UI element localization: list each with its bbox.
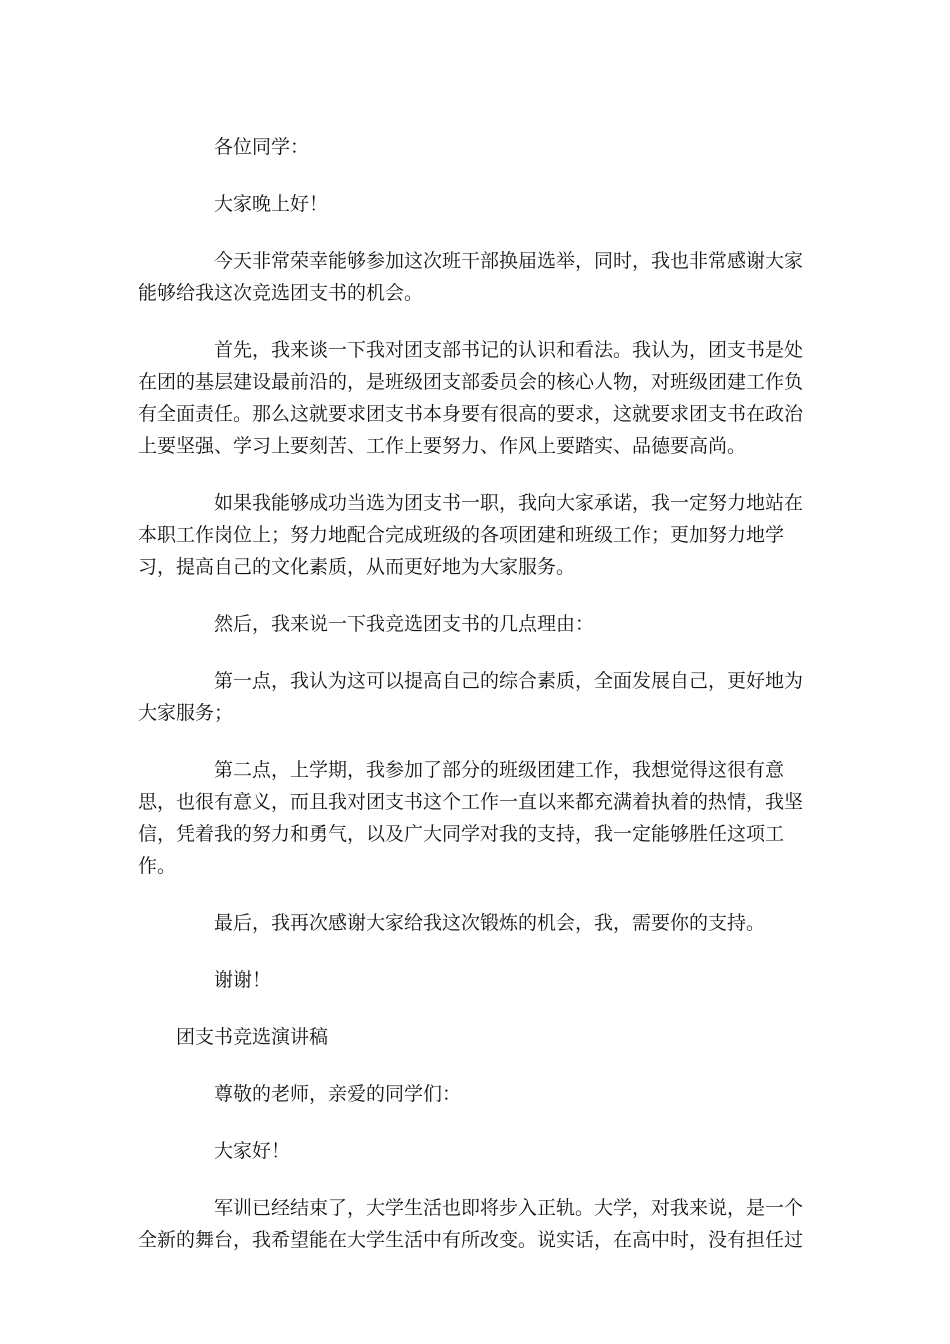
paragraph: 如果我能够成功当选为团支书一职，我向大家承诺，我一定努力地站在本职工作岗位上；努力地配合完成班级的各项团建和班级工作；更加努力地学习，提高自己的文化素质，从而更好地为大家服务。 — [138, 492, 804, 578]
paragraph: 首先，我来谈一下我对团支部书记的认识和看法。我认为，团支书是处在团的基层建设最前沿的，是班级团支部委员会的核心人物，对班级团建工作负有全面责任。那么这就要求团支书本身要有很高的要求，这就要求团支书在政治上要坚强、学习上要刻苦、工作上要努力、作风上要踏实、品德要高尚。 — [138, 339, 804, 457]
salutation: 各位同学： — [214, 136, 310, 158]
paragraph: 最后，我再次感谢大家给我这次锻炼的机会，我，需要你的支持。 — [214, 912, 766, 934]
paragraph: 今天非常荣幸能够参加这次班干部换届选举，同时，我也非常感谢大家能够给我这次竞选团支书的机会。 — [138, 250, 804, 304]
paragraph: 第二点，上学期，我参加了部分的班级团建工作，我想觉得这很有意思，也很有意义，而且我对团支书这个工作一直以来都充满着执着的热情，我坚信，凭着我的努力和勇气，以及广大同学对我的支持，我一定能够胜任这项工作。 — [138, 759, 804, 877]
document-body — [138, 131, 820, 1281]
greeting: 大家好！ — [214, 1140, 291, 1162]
section-title: 团支书竞选演讲稿 — [176, 1026, 329, 1048]
closing: 谢谢！ — [214, 969, 272, 991]
paragraph: 然后，我来说一下我竞选团支书的几点理由： — [214, 613, 595, 635]
greeting: 大家晚上好！ — [214, 193, 329, 215]
salutation: 尊敬的老师，亲爱的同学们： — [214, 1083, 462, 1105]
paragraph: 军训已经结束了，大学生活也即将步入正轨。大学，对我来说，是一个全新的舞台，我希望能在大学生活中有所改变。说实话，在高中时，没有担任过 — [138, 1197, 804, 1251]
paragraph: 第一点，我认为这可以提高自己的综合素质，全面发展自己，更好地为大家服务； — [138, 670, 804, 724]
